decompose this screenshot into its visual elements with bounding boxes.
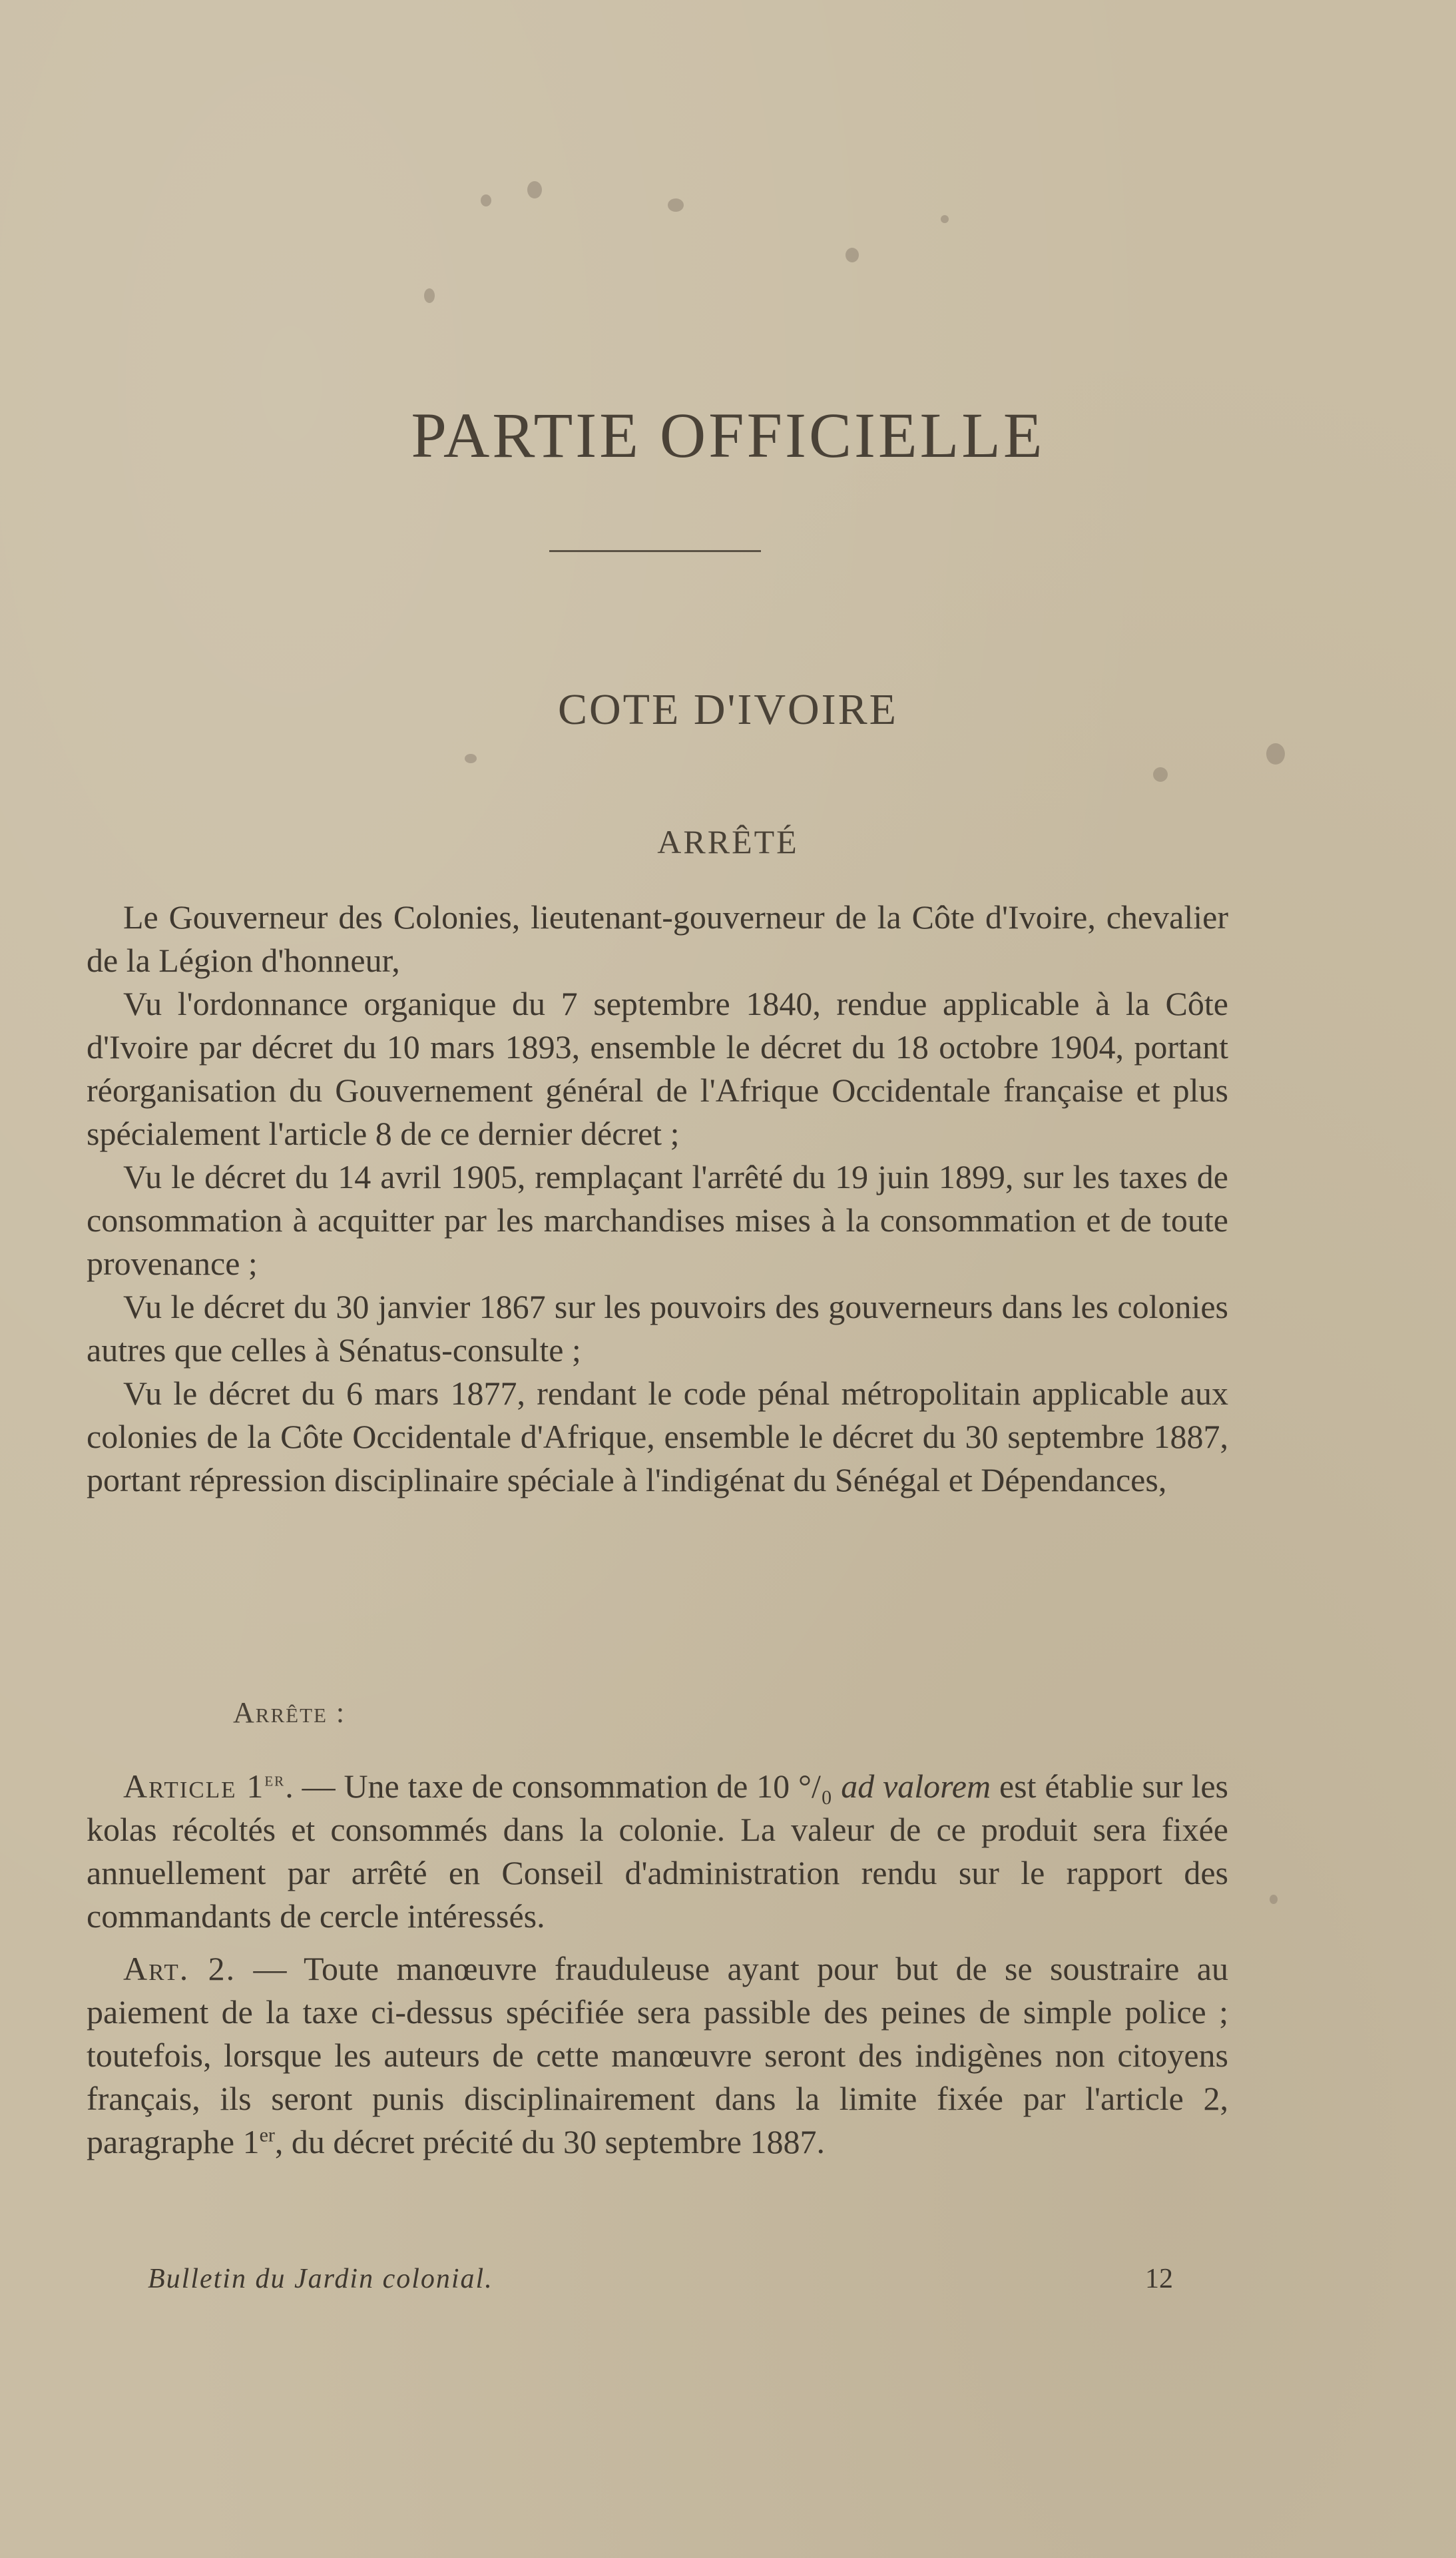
colony-heading: COTE D'IVOIRE — [558, 685, 898, 734]
preamble-paragraph: Vu le décret du 6 mars 1877, rendant le code pénal métropolitain applicable aux colonies de la Côte Occidentale d'Afrique, ensemble le décret du 30 septembre 1887, portant répression disciplinaire spéciale à l'indigénat du Sénégal et Dépendances, — [87, 1375, 1228, 1498]
arrete-label: Arrête : — [233, 1696, 346, 1729]
paper-speck — [668, 198, 684, 212]
preamble-paragraph: Vu le décret du 14 avril 1905, remplaçant l'arrêté du 19 juin 1899, sur les taxes de consommation à acquitter par les marchandises mises à la consommation et de toute provenance ; — [87, 1158, 1228, 1282]
article-2: Art. 2. — Toute manœuvre frauduleuse ayant pour but de se soustraire au paiement de la taxe ci-dessus spécifiée sera passible des peines de simple police ; toutefois, lorsque les auteurs de cette manœuvre seront des indigènes non citoyens français, ils seront punis disciplinairement dans la limite fixée par l'article 2, paragraphe 1er, du décret précité du 30 septembre 1887. — [87, 1950, 1228, 2160]
ad-valorem-text: ad valorem — [841, 1767, 991, 1805]
paper-speck — [424, 288, 435, 303]
paper-speck — [465, 754, 477, 763]
percent-sign: °/₀ — [798, 1767, 833, 1805]
article-1-label: Article 1er — [123, 1767, 286, 1805]
article-1: Article 1er. — Une taxe de consommation de 10 °/₀ ad valorem est établie sur les kolas récoltés et consommés dans la colonie. La valeur de ce produit sera fixée annuellement par arrêté en Conseil d'administration rendu sur le rapport des commandants de cercle intéressés. — [87, 1767, 1228, 1935]
paper-speck — [527, 181, 542, 198]
preamble-paragraph: Le Gouverneur des Colonies, lieutenant-gouverneur de la Côte d'Ivoire, chevalier de la Légion d'honneur, — [87, 898, 1228, 979]
journal-title: Bulletin du Jardin colonial. — [148, 2264, 493, 2294]
paper-speck — [1266, 743, 1285, 765]
preamble-paragraph: Vu l'ordonnance organique du 7 septembre 1840, rendue applicable à la Côte d'Ivoire par décret du 10 mars 1893, ensemble le décret du 18 octobre 1904, portant réorganisation du Gouvernement général de l'Afrique Occidentale française et plus spécialement l'article 8 de ce dernier décret ; — [87, 985, 1228, 1152]
preamble-paragraph: Vu le décret du 30 janvier 1867 sur les pouvoirs des gouverneurs dans les colonies autres que celles à Sénatus-consulte ; — [87, 1288, 1228, 1369]
heading-divider — [549, 550, 761, 552]
section-heading: PARTIE OFFICIELLE — [411, 400, 1045, 471]
paper-speck — [1153, 767, 1168, 782]
articles — [87, 1765, 1228, 2164]
paper-speck — [481, 194, 491, 206]
paper-speck — [1270, 1895, 1278, 1904]
paper-speck — [941, 215, 949, 223]
decree-heading: ARRÊTÉ — [657, 823, 799, 860]
page-number: 12 — [1145, 2264, 1173, 2294]
article-2-label: Art. 2. — [123, 1950, 236, 1987]
paper-speck — [846, 248, 859, 262]
preamble — [87, 896, 1228, 1502]
